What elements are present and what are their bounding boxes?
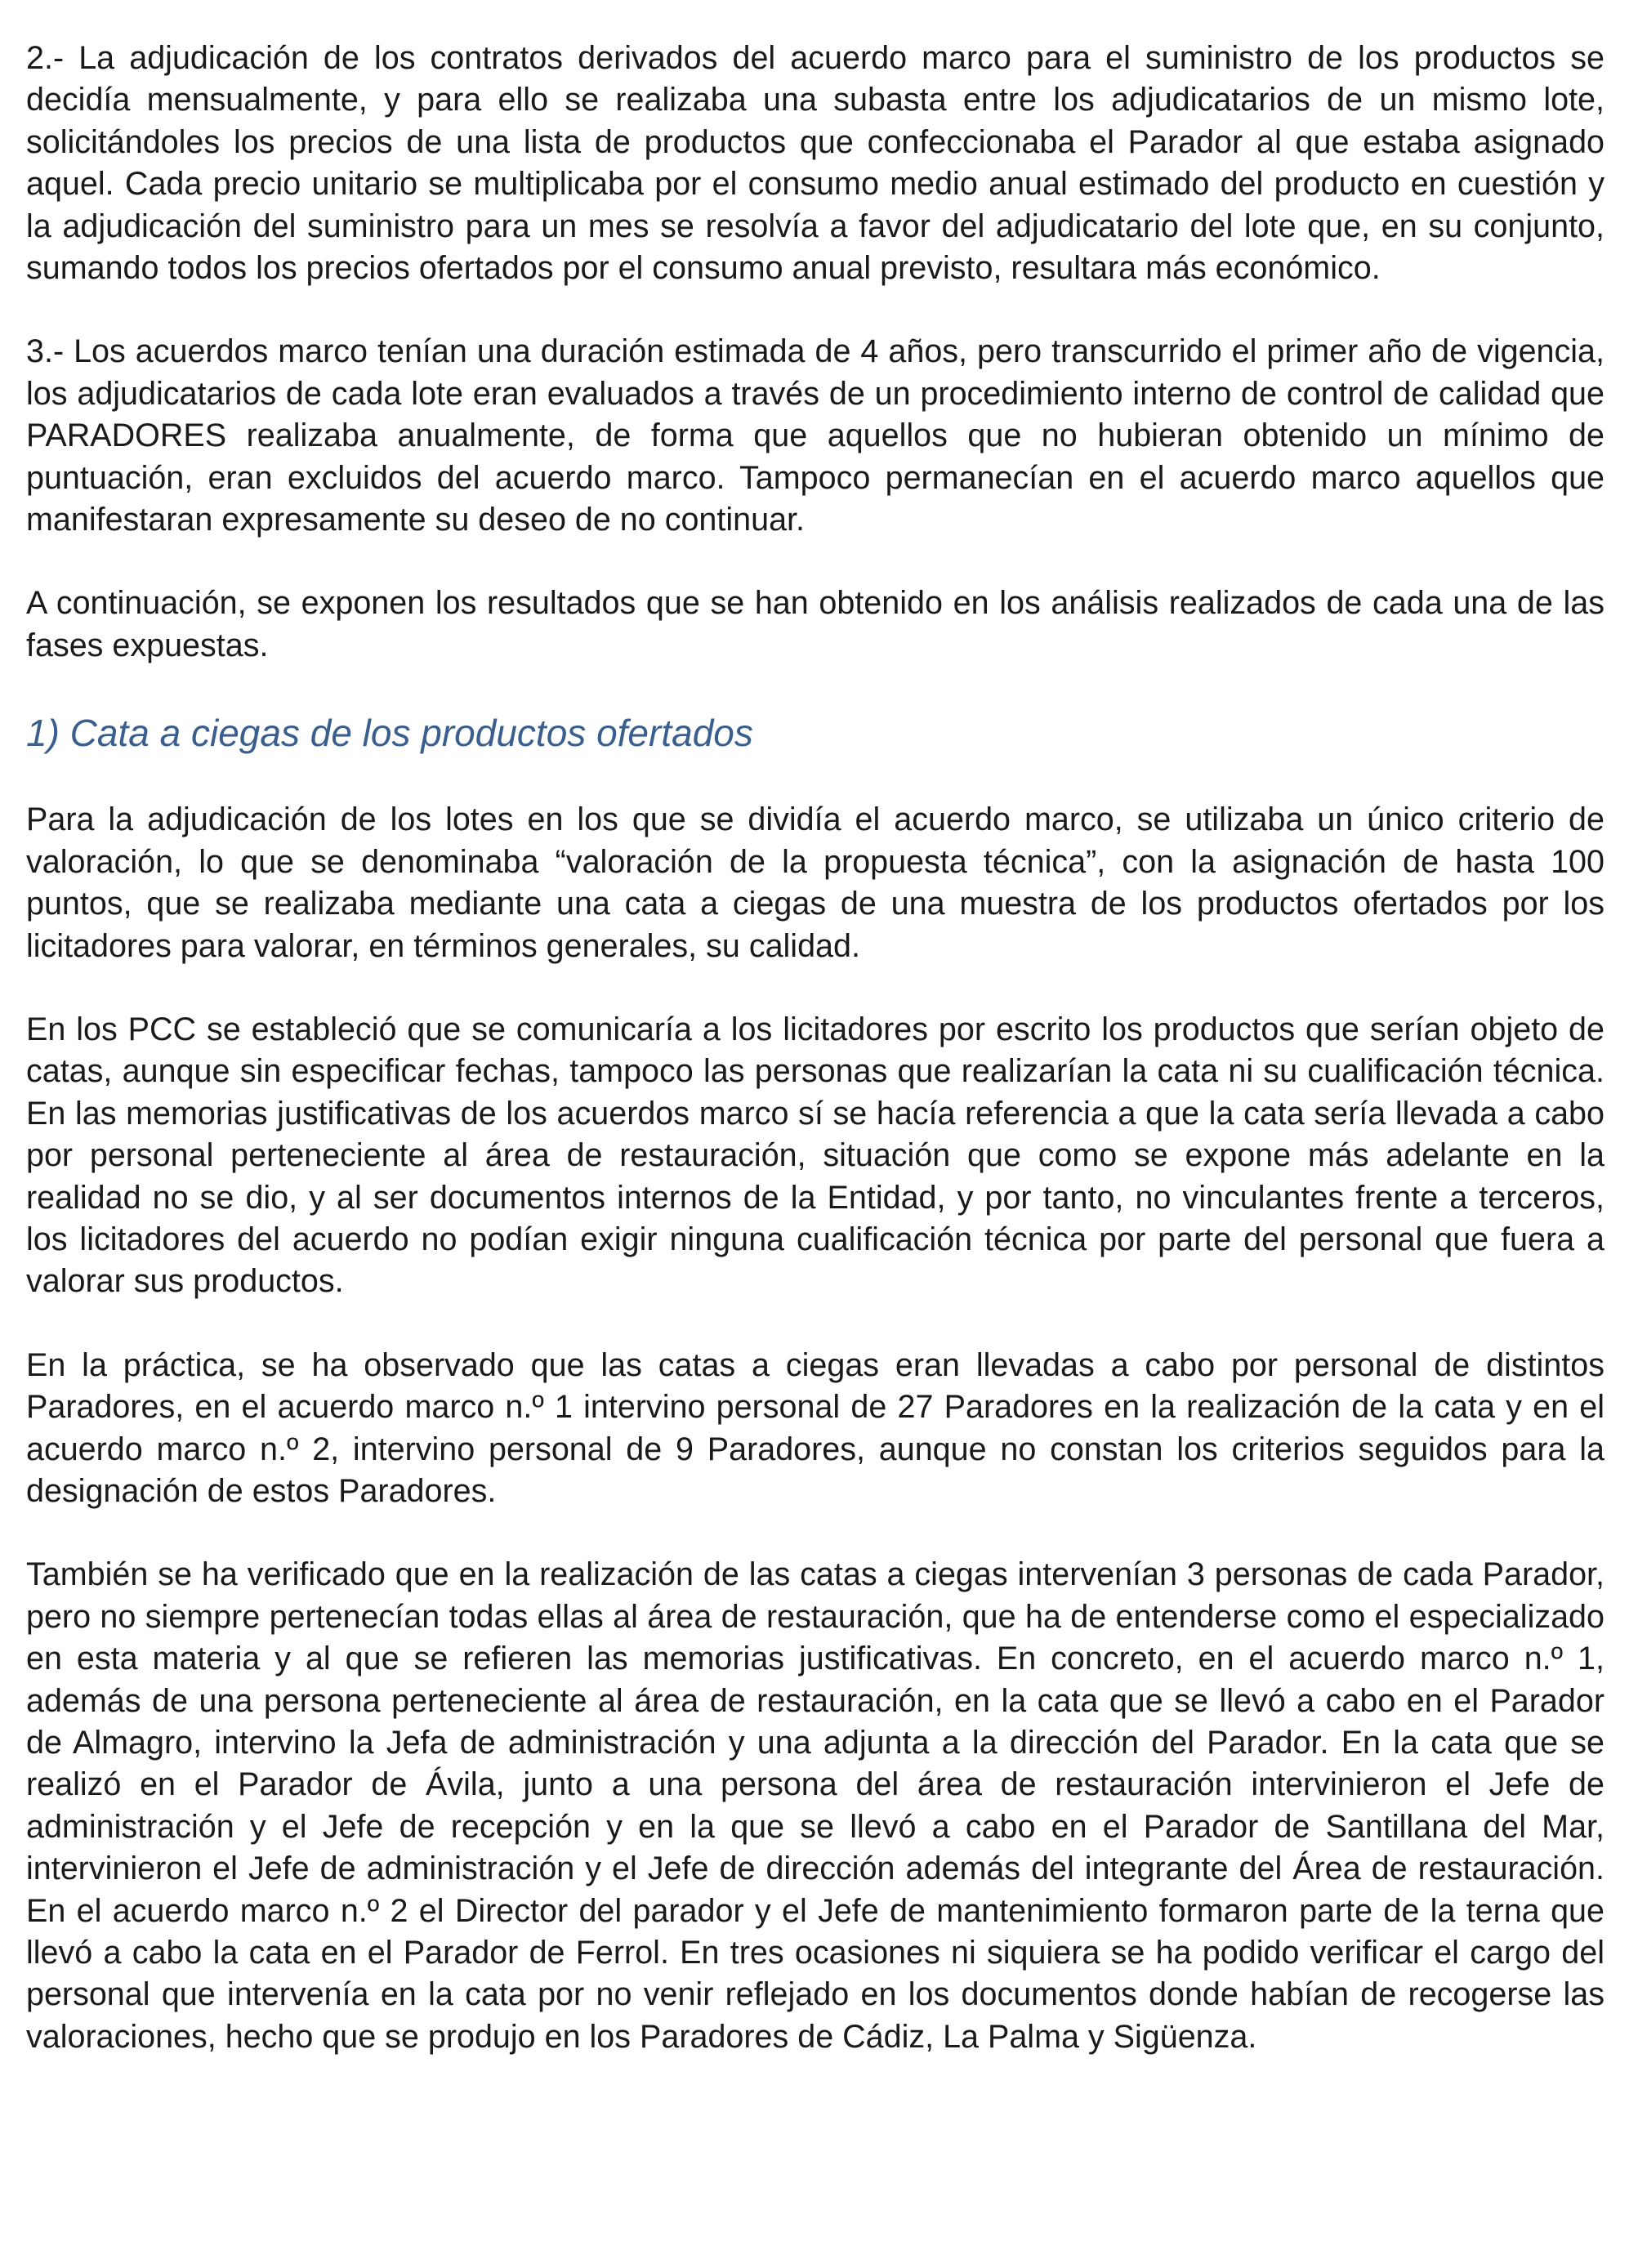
paragraph-item-2: 2.- La adjudicación de los contratos derivados del acuerdo marco para el suministro de los productos se decidía mensualmente, y para ello se realizaba una subasta entre los adjudicatarios de un mismo lote, solicitándoles los precios de una lista de productos que confeccionaba el Parador al que estaba asignado aquel. Cada precio unitario se multiplicaba por el consumo medio anual estimado del producto en cuestión y la adjudicación del suministro para un mes se resolvía a favor del adjudicatario del lote que, en su conjunto, sumando todos los precios ofertados por el consumo anual previsto, resultara más económico.: [26, 40, 1605, 287]
paragraph-intro-results: A continuación, se exponen los resultados que se han obtenido en los análisis realizados de cada una de las fases expuestas.: [26, 585, 1605, 663]
paragraph-spacer: [26, 1512, 1605, 1554]
paragraph-item-3: 3.- Los acuerdos marco tenían una duración estimada de 4 años, pero transcurrido el primer año de vigencia, los adjudicatarios de cada lote eran evaluados a través de un procedimiento interno de control de calidad que PARADORES realizaba anualmente, de forma que aquellos que no hubieran obtenido un mínimo de puntuación, eran excluidos del acuerdo marco. Tampoco permanecían en el acuerdo marco aquellos que manifestaran expresamente su deseo de no continuar.: [26, 333, 1605, 538]
paragraph-pcc-communication: En los PCC se estableció que se comunicaría a los licitadores por escrito los productos que serían objeto de catas, aunque sin especificar fechas, tampoco las personas que realizarían la cata ni su cualificación técnica. En las memorias justificativas de los acuerdos marco sí se hacía referencia a que la cata sería llevada a cabo por personal perteneciente al área de restauración, situación que como se expone más adelante en la realidad no se dio, y al ser documentos internos de la Entidad, y por tanto, no vinculantes frente a terceros, los licitadores del acuerdo no podían exigir ninguna cualificación técnica por parte del personal que fuera a valorar sus productos.: [26, 1011, 1605, 1300]
paragraph-spacer: [26, 1303, 1605, 1345]
paragraph-adjudication-criterion: Para la adjudicación de los lotes en los que se dividía el acuerdo marco, se utilizaba un único criterio de valoración, lo que se denominaba “valoración de la propuesta técnica”, con la asignación de hasta 100 puntos, que se realizaba mediante una cata a ciegas de una muestra de los productos ofertados por los licitadores para valorar, en términos generales, su calidad.: [26, 801, 1605, 964]
paragraph-spacer: [26, 757, 1605, 799]
document-page: [26, 38, 1605, 2058]
paragraph-spacer: [26, 967, 1605, 1009]
section-heading: 1) Cata a ciegas de los productos ofertados: [26, 712, 753, 755]
paragraph-practice-paradores: En la práctica, se ha observado que las catas a ciegas eran llevadas a cabo por personal de distintos Paradores, en el acuerdo marco n.º 1 intervino personal de 27 Paradores en la realización de la cata y en el acuerdo marco n.º 2, intervino personal de 9 Paradores, aunque no constan los criterios seguidos para la designación de estos Paradores.: [26, 1346, 1605, 1509]
paragraph-spacer: [26, 289, 1605, 331]
heading-spacer: [26, 667, 1605, 708]
paragraph-tasting-personnel: También se ha verificado que en la realización de las catas a ciegas intervenían 3 personas de cada Parador, pero no siempre pertenecían todas ellas al área de restauración, que ha de entenderse como el especializado en esta materia y al que se refieren las memorias justificativas. En concreto, en el acuerdo marco n.º 1, además de una persona perteneciente al área de restauración, en la cata que se llevó a cabo en el Parador de Almagro, intervino la Jefa de administración y una adjunta a la dirección del Parador. En la cata que se realizó en el Parador de Ávila, junto a una persona del área de restauración intervinieron el Jefe de administración y el Jefe de recepción y en la que se llevó a cabo en el Parador de Santillana del Mar, intervinieron el Jefe de administración y el Jefe de dirección además del integrante del Área de restauración. En el acuerdo marco n.º 2 el Director del parador y el Jefe de mantenimiento formaron parte de la terna que llevó a cabo la cata en el Parador de Ferrol. En tres ocasiones ni siquiera se ha podido verificar el cargo del personal que intervenía en la cata por no venir reflejado en los documentos donde habían de recogerse las valoraciones, hecho que se produjo en los Paradores de Cádiz, La Palma y Sigüenza.: [26, 1556, 1605, 2055]
paragraph-spacer: [26, 541, 1605, 583]
